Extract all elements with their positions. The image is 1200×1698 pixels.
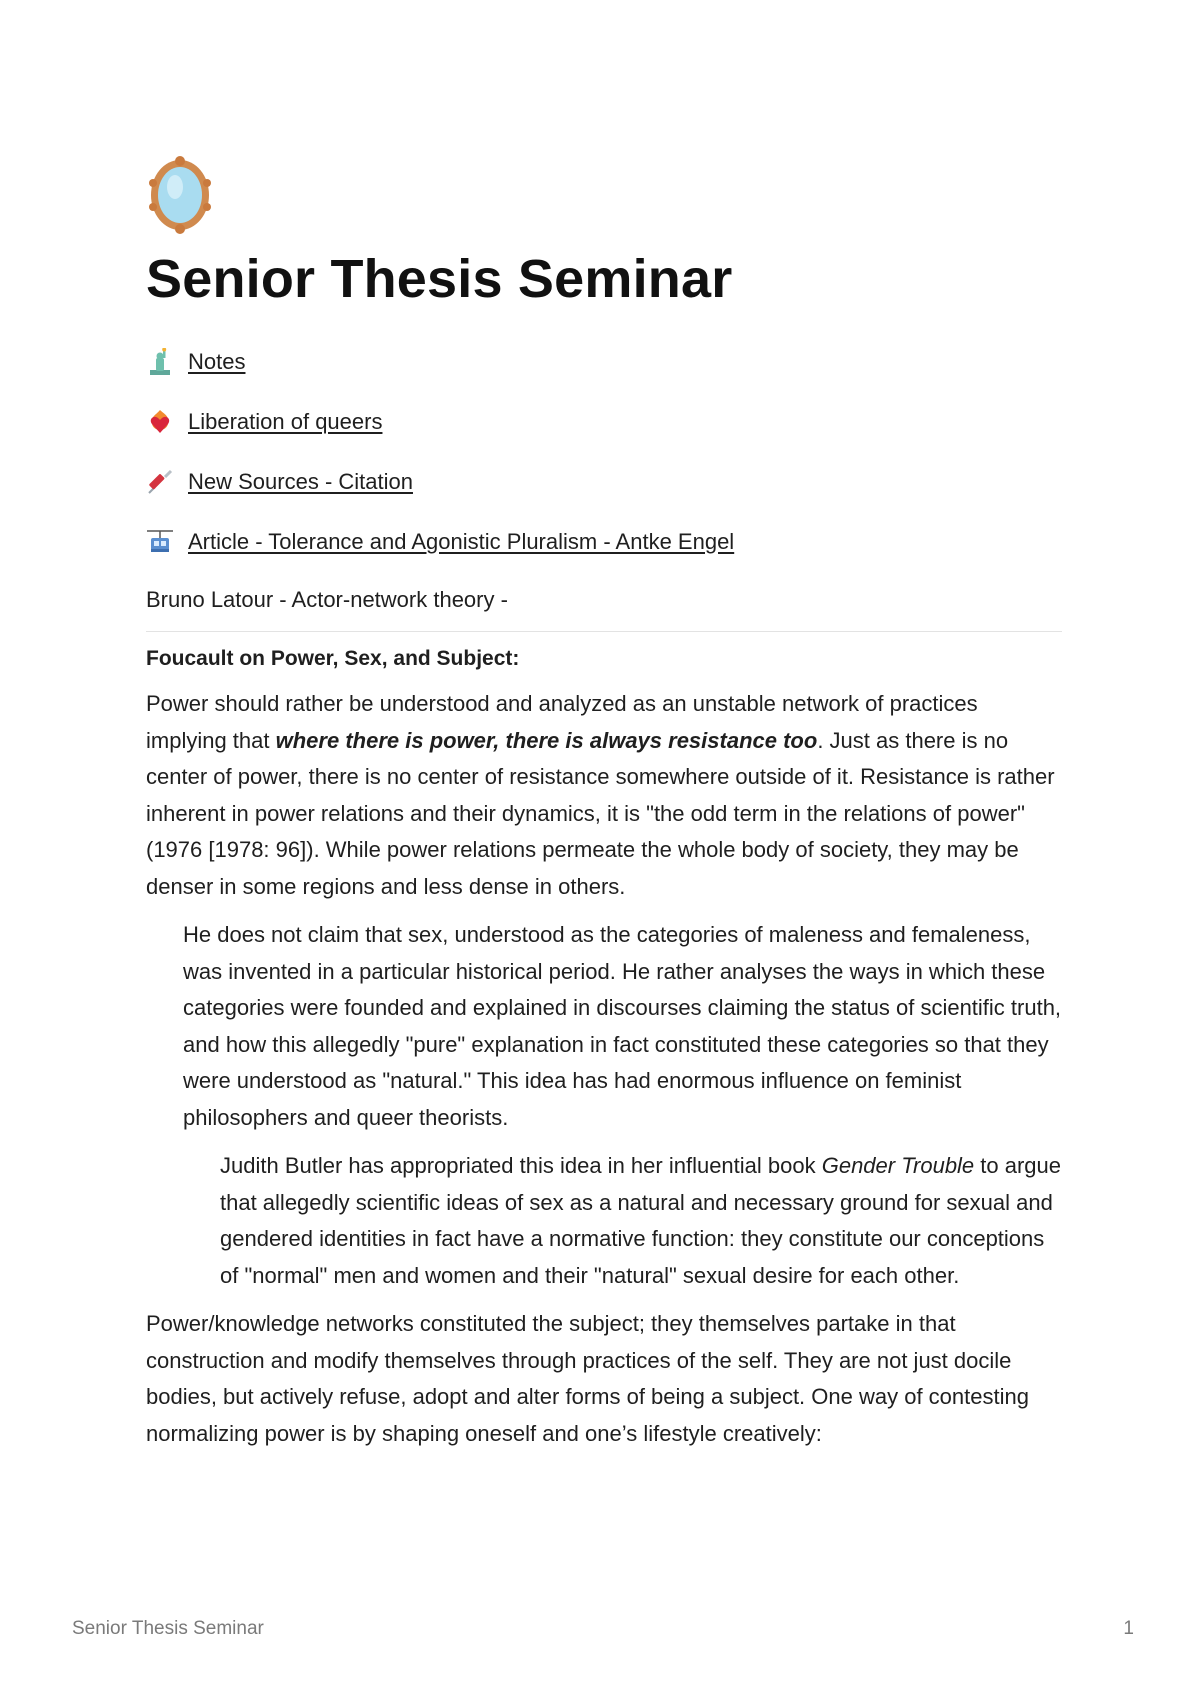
link-row-new-sources[interactable] bbox=[146, 467, 1062, 497]
footer-title: Senior Thesis Seminar bbox=[72, 1618, 264, 1639]
link-row-notes[interactable] bbox=[146, 347, 1062, 377]
paragraph-butler-text-a: Judith Butler has appropriated this idea in her influential book bbox=[220, 1153, 822, 1178]
link-new-sources-citation[interactable]: New Sources - Citation bbox=[188, 469, 413, 494]
footer-page-number: 1 bbox=[1123, 1618, 1134, 1639]
emphasis-resistance: where there is power, there is always resistance too bbox=[275, 727, 818, 753]
paragraph-power-text-b: . Just as there is no center of power, there is no center of resistance somewhere outside of it. Resistance is rather inherent in power relations and their dynamics, it is "the odd term in the relations of power" (1976 [1978: 96]). While power relations permeate the whole body of society, they may be denser in some regions and less dense in others. bbox=[146, 727, 1055, 899]
divider bbox=[146, 631, 1062, 632]
link-row-liberation-of-queers[interactable] bbox=[146, 407, 1062, 437]
mirror-icon bbox=[140, 155, 220, 235]
statue-of-liberty-icon bbox=[146, 348, 174, 376]
aerial-tramway-icon bbox=[146, 528, 174, 556]
link-row-article[interactable] bbox=[146, 527, 1062, 557]
page-footer bbox=[72, 1618, 1134, 1640]
paragraph-sex-categories: He does not claim that sex, understood as the categories of maleness and femaleness, was invented in a particular historical period. He rather analyses the ways in which these categories were founded and explained in discourses claiming the status of scientific truth, and how this allegedly "pure" explanation in fact constituted these categories so that they were understood as "natural." This idea has had enormous influence on feminist philosophers and queer theorists. bbox=[183, 922, 1062, 1130]
heart-on-fire-icon bbox=[146, 408, 174, 436]
section-heading: Foucault on Power, Sex, and Subject: bbox=[146, 647, 520, 670]
paragraph-power bbox=[146, 686, 1062, 905]
paragraph-judith-butler bbox=[146, 1148, 1062, 1294]
syringe-icon bbox=[146, 468, 174, 496]
paragraph-power-knowledge: Power/knowledge networks constituted the subject; they themselves partake in that construction and modify themselves through practices of the self. They are not just docile bodies, but actively refuse, adopt and alter forms of being a subject. One way of contesting normalizing power is by shaping oneself and one’s lifestyle creatively: bbox=[146, 1311, 1029, 1446]
link-notes[interactable]: Notes bbox=[188, 349, 246, 374]
linked-pages-list bbox=[146, 347, 1062, 557]
document-page bbox=[146, 155, 1062, 1464]
link-liberation-of-queers[interactable]: Liberation of queers bbox=[188, 409, 383, 434]
page-title: Senior Thesis Seminar bbox=[146, 249, 733, 309]
paragraph-butler-text-b: to argue that allegedly scientific ideas of sex as a natural and necessary ground for sexual and gendered identities in fact have a normative function: they constitute our conceptions of "normal" men and women and their "natural" sexual desire for each other. bbox=[220, 1153, 1062, 1288]
paragraph-power-text-a: Power should rather be understood and analyzed as an unstable network of practices implying that bbox=[146, 691, 978, 753]
book-title-gender-trouble: Gender Trouble bbox=[821, 1153, 975, 1178]
bruno-latour-line: Bruno Latour - Actor-network theory - bbox=[146, 587, 508, 612]
link-article-tolerance[interactable]: Article - Tolerance and Agonistic Pluralism - Antke Engel bbox=[188, 529, 735, 554]
